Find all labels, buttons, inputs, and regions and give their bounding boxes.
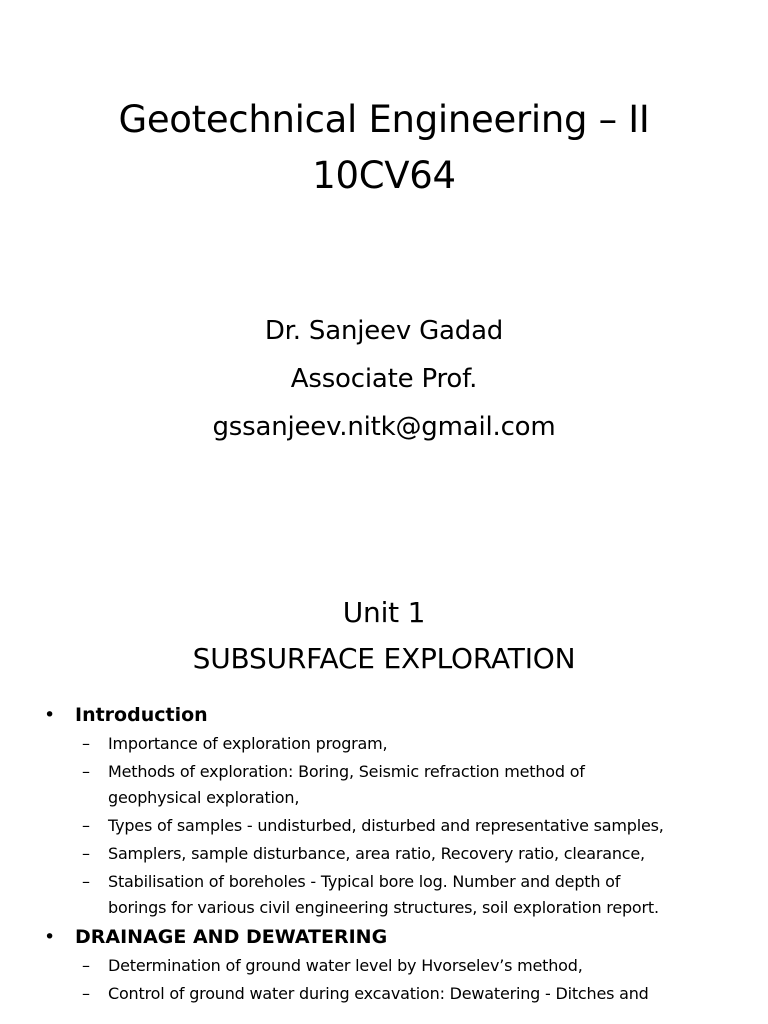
list-item-text: Samplers, sample disturbance, area ratio, Recovery ratio, clearance, (108, 844, 645, 863)
list-item-text: Methods of exploration: Boring, Seismic refraction method of (108, 762, 585, 781)
bullet-icon: • (44, 926, 56, 948)
section-heading-text: DRAINAGE AND DEWATERING (75, 926, 388, 948)
dash-icon: – (82, 762, 90, 781)
dash-icon: – (82, 872, 90, 891)
list-item (42, 981, 742, 1007)
list-item (42, 841, 742, 867)
unit-title (0, 590, 768, 682)
list-item (42, 869, 742, 921)
dash-icon: – (82, 844, 90, 863)
list-item-text: Stabilisation of boreholes - Typical bore log. Number and depth of (108, 872, 621, 891)
course-title: Geotechnical Engineering – II (118, 98, 650, 141)
author-name: Dr. Sanjeev Gadad (264, 316, 504, 346)
list-item-text: Control of ground water during excavation: Dewatering - Ditches and (108, 984, 649, 1003)
course-code: 10CV64 (312, 154, 456, 197)
list-item-text: Types of samples - undisturbed, disturbed and representative samples, (108, 816, 664, 835)
section-heading (42, 923, 742, 951)
list-item (42, 953, 742, 979)
section-heading (42, 701, 742, 729)
list-item (42, 813, 742, 839)
list-item-text: Determination of ground water level by Hvorselev’s method, (108, 956, 583, 975)
list-item (42, 759, 742, 811)
section-heading-text: Introduction (75, 704, 208, 726)
syllabus-content (42, 699, 742, 1007)
author-block (0, 307, 768, 451)
unit-number: Unit 1 (342, 596, 426, 629)
list-item (42, 731, 742, 757)
list-item-text: borings for various civil engineering structures, soil exploration report. (108, 898, 659, 917)
unit-name: SUBSURFACE EXPLORATION (192, 642, 576, 675)
slide-title (0, 92, 768, 204)
bullet-icon: • (44, 704, 56, 726)
author-email: gssanjeev.nitk@gmail.com (212, 412, 556, 442)
author-position: Associate Prof. (290, 364, 478, 394)
dash-icon: – (82, 956, 90, 975)
list-item-text: geophysical exploration, (108, 788, 300, 807)
dash-icon: – (82, 816, 90, 835)
list-item-text: Importance of exploration program, (108, 734, 388, 753)
dash-icon: – (82, 984, 90, 1003)
dash-icon: – (82, 734, 90, 753)
